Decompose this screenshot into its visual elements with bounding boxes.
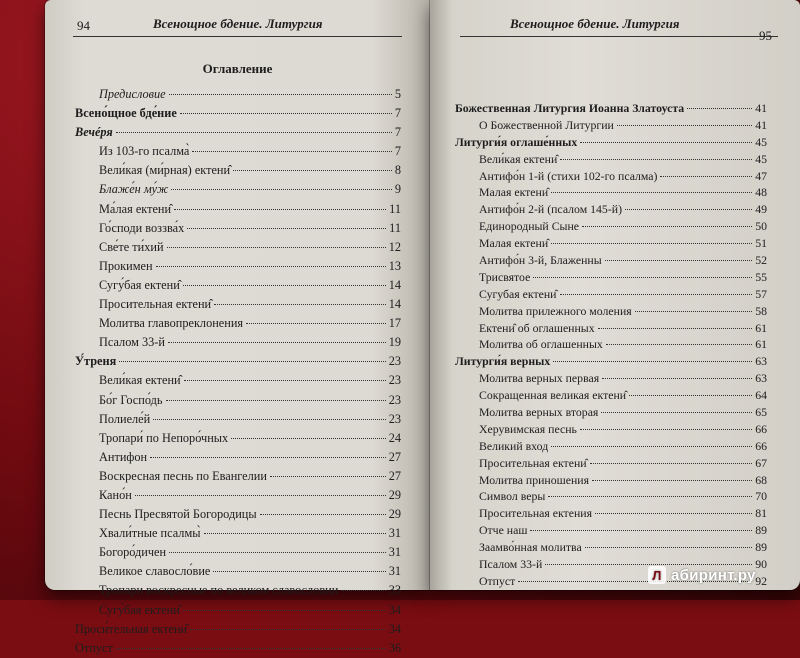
- right-toc-list: [455, 100, 767, 590]
- dot-leader: [187, 227, 386, 229]
- toc-entry-title: Всено́щное бде́ние: [75, 106, 177, 121]
- toc-entry-title: Малая ектени̂: [479, 185, 549, 200]
- toc-entry-title: Вечéря: [75, 125, 113, 140]
- toc-entry-page: 34: [388, 621, 401, 636]
- toc-entry-page: 49: [755, 202, 767, 217]
- dot-leader: [560, 158, 752, 160]
- dot-leader: [606, 343, 752, 345]
- watermark-text: абиринт.ру: [671, 566, 756, 584]
- toc-entry-page: 51: [755, 236, 767, 251]
- toc-entry: [455, 218, 767, 235]
- toc-entry: [455, 303, 767, 320]
- toc-entry: [455, 134, 767, 151]
- toc-entry-title: О Божественной Литургии: [479, 117, 614, 132]
- toc-entry-title: Просительная ектени̂: [479, 455, 587, 470]
- toc-entry: [455, 421, 767, 438]
- toc-entry-page: 50: [755, 219, 767, 234]
- toc-entry-title: Вели́кая ектени̂: [479, 151, 558, 166]
- toc-entry: [455, 100, 767, 117]
- dot-leader: [204, 532, 386, 534]
- dot-leader: [270, 475, 386, 477]
- toc-entry-page: 14: [388, 277, 401, 292]
- toc-entry: [455, 184, 767, 201]
- toc-entry-title: Блаже́н му́ж: [99, 182, 169, 197]
- dot-leader: [190, 628, 386, 630]
- toc-entry-page: 63: [755, 354, 767, 369]
- toc-entry: [75, 104, 401, 123]
- toc-entry-page: 31: [388, 545, 401, 560]
- toc-entry-page: 31: [388, 526, 401, 541]
- toc-entry-title: Божественная Литургия Иоанна Златоуста: [455, 101, 685, 115]
- dot-leader: [687, 107, 752, 109]
- dot-leader: [598, 327, 753, 329]
- dot-leader: [580, 428, 752, 430]
- toc-entry: [455, 269, 767, 286]
- toc-entry-page: 66: [755, 438, 767, 453]
- dot-leader: [180, 112, 392, 114]
- dot-leader: [580, 141, 752, 143]
- toc-entry: [75, 467, 401, 486]
- toc-entry: [75, 219, 401, 238]
- toc-entry-page: 27: [388, 468, 401, 483]
- toc-entry: [75, 161, 401, 180]
- toc-entry-title: Тропари́ по Непоро́чных: [99, 430, 229, 445]
- toc-entry-page: 41: [755, 101, 767, 115]
- toc-entry-page: 31: [388, 564, 401, 579]
- toc-entry: [75, 295, 401, 314]
- toc-entry-page: 89: [755, 523, 767, 538]
- toc-entry-title: Молитва прилежного моления: [479, 303, 632, 318]
- toc-entry-page: 17: [388, 316, 401, 331]
- toc-entry: [75, 581, 401, 600]
- toc-entry-title: Трисвятое: [479, 269, 531, 284]
- toc-entry: [455, 336, 767, 353]
- dot-leader: [184, 379, 386, 381]
- toc-entry-page: 33: [388, 583, 401, 598]
- toc-entry: [75, 123, 401, 142]
- toc-entry-page: 23: [388, 354, 401, 369]
- toc-entry-page: 24: [388, 430, 401, 445]
- toc-entry-title: Прокимен: [99, 258, 153, 273]
- dot-leader: [533, 276, 752, 278]
- toc-entry-title: Антифо́н 2-й (псалом 145-й): [479, 202, 622, 217]
- left-toc-list: [75, 85, 401, 658]
- toc-entry-title: Сугу́бая ектени̂: [99, 602, 180, 617]
- toc-entry-page: 55: [755, 269, 767, 284]
- toc-entry-title: Воскресная песнь по Евангелии: [99, 468, 267, 483]
- toc-entry-page: 29: [388, 507, 401, 522]
- dot-leader: [530, 529, 752, 531]
- dot-leader: [551, 191, 752, 193]
- toc-entry-title: Ектени̂ об оглашенных: [479, 320, 595, 335]
- toc-entry-title: Малая ектени̂: [479, 236, 549, 251]
- toc-entry-title: Заамво́нная молитва: [479, 540, 582, 555]
- right-running-title: Всенощное бдение. Литургия: [510, 16, 680, 31]
- dot-leader: [560, 293, 753, 295]
- dot-leader: [119, 360, 385, 362]
- toc-entry: [455, 353, 767, 370]
- left-page-header: [73, 14, 402, 37]
- toc-entry: [455, 488, 767, 505]
- dot-leader: [153, 418, 385, 420]
- dot-leader: [169, 93, 392, 95]
- toc-entry-page: 61: [755, 320, 767, 335]
- toc-entry-page: 45: [755, 151, 767, 166]
- toc-entry-title: Молитва приношения: [479, 472, 590, 487]
- toc-entry: [455, 472, 767, 489]
- toc-entry-page: 57: [755, 286, 767, 301]
- toc-entry: [455, 522, 767, 539]
- toc-entry: [455, 539, 767, 556]
- toc-entry-page: 65: [755, 405, 767, 420]
- toc-entry-title: Вели́кая ектени̂: [99, 373, 181, 388]
- toc-entry: [75, 448, 401, 467]
- toc-entry-page: 67: [755, 455, 767, 470]
- toc-entry-page: 64: [755, 388, 767, 403]
- toc-entry: [75, 543, 401, 562]
- dot-leader: [602, 377, 752, 379]
- toc-entry-title: Све́те ти́хий: [99, 239, 164, 254]
- toc-entry: [75, 562, 401, 581]
- dot-leader: [169, 551, 386, 553]
- dot-leader: [553, 360, 752, 362]
- dot-leader: [246, 322, 386, 324]
- toc-entry-title: Го́споди воззва́х: [99, 220, 185, 235]
- dot-leader: [183, 609, 386, 611]
- toc-entry: [455, 235, 767, 252]
- toc-entry-page: 61: [755, 337, 767, 352]
- toc-entry: [75, 180, 401, 199]
- toc-entry: [75, 371, 401, 390]
- toc-entry: [75, 238, 401, 257]
- toc-entry: [455, 320, 767, 337]
- toc-entry-title: Отпуст: [75, 640, 113, 655]
- toc-entry-page: 52: [755, 253, 767, 268]
- toc-entry-title: Предисловие: [99, 87, 166, 101]
- dot-leader: [635, 310, 753, 312]
- toc-entry-page: 23: [388, 392, 401, 407]
- toc-entry-page: 19: [388, 335, 401, 350]
- dot-leader: [341, 589, 385, 591]
- toc-entry-title: Сугубая ектени̂: [479, 286, 557, 301]
- toc-entry-page: 11: [389, 201, 401, 216]
- toc-entry-page: 7: [394, 125, 401, 140]
- dot-leader: [601, 411, 752, 413]
- dot-leader: [156, 265, 386, 267]
- labirint-logo-icon: Л: [648, 566, 666, 584]
- toc-entry-title: Просительная ектения: [479, 506, 592, 521]
- toc-entry-page: 92: [755, 573, 767, 588]
- toc-entry-page: 81: [755, 506, 767, 521]
- toc-entry: [75, 410, 401, 429]
- toc-entry: [75, 391, 401, 410]
- toc-entry-title: Антифо́н 3-й, Блаженны: [479, 253, 602, 268]
- dot-leader: [592, 479, 752, 481]
- toc-entry-page: 47: [755, 168, 767, 183]
- toc-entry-page: 41: [755, 117, 767, 132]
- toc-entry-title: Сокращенная великая ектени̂: [479, 388, 627, 403]
- toc-entry-page: 45: [755, 134, 767, 149]
- toc-entry: [455, 168, 767, 185]
- toc-entry: [455, 404, 767, 421]
- dot-leader: [171, 188, 392, 190]
- toc-entry-page: 36: [388, 640, 401, 655]
- dot-leader: [660, 175, 752, 177]
- toc-entry-title: Великое славосло́вие: [99, 564, 211, 579]
- toc-entry: [75, 257, 401, 276]
- open-book: [20, 0, 800, 655]
- dot-leader: [582, 225, 752, 227]
- toc-entry: [75, 142, 401, 161]
- toc-entry: [75, 524, 401, 543]
- toc-entry-page: 14: [388, 297, 401, 312]
- toc-entry-title: Великий вход: [479, 438, 549, 453]
- dot-leader: [213, 570, 385, 572]
- toc-entry-page: 34: [388, 602, 401, 617]
- dot-leader: [629, 394, 752, 396]
- toc-entry-title: Кано́н: [99, 487, 132, 502]
- toc-entry-page: 29: [388, 487, 401, 502]
- left-page: [45, 0, 430, 655]
- toc-entry-page: 5: [394, 87, 401, 101]
- dot-leader: [166, 399, 386, 401]
- toc-entry: [75, 314, 401, 333]
- toc-entry-page: 7: [394, 144, 401, 159]
- toc-entry: [75, 333, 401, 352]
- toc-entry-title: Хвали́тные псалмы̀: [99, 526, 201, 541]
- left-running-title: Всенощное бдение. Литургия: [153, 16, 323, 31]
- dot-leader: [548, 495, 752, 497]
- toc-entry-title: Вели́кая (ми́рная) ектени̂: [99, 163, 231, 178]
- toc-entry-title: Молитва об оглашенных: [479, 337, 603, 352]
- toc-entry-title: Антифо́н 1-й (стихи 102-го псалма): [479, 168, 658, 183]
- toc-entry-title: Символ веры: [479, 489, 546, 504]
- toc-entry: [455, 151, 767, 168]
- toc-entry-title: Полиеле́й: [99, 411, 151, 426]
- dot-leader: [167, 246, 386, 248]
- toc-entry: [455, 455, 767, 472]
- toc-entry-page: 27: [388, 449, 401, 464]
- toc-entry-title: Из 103-го псалма̀: [99, 144, 190, 159]
- dot-leader: [183, 284, 386, 286]
- toc-entry-page: 66: [755, 421, 767, 436]
- toc-entry: [75, 486, 401, 505]
- watermark: [648, 566, 756, 584]
- toc-entry-page: 70: [755, 489, 767, 504]
- toc-heading: Оглавление: [202, 61, 273, 76]
- toc-entry-title: Просительная ектени̂: [99, 297, 212, 312]
- dot-leader: [116, 131, 392, 133]
- dot-leader: [233, 169, 392, 171]
- left-page-number: 94: [77, 18, 90, 33]
- toc-entry-title: Богоро́дичен: [99, 545, 167, 560]
- toc-entry-title: Молитва главопреклонения: [99, 316, 244, 331]
- dot-leader: [150, 456, 386, 458]
- toc-entry-page: 58: [755, 303, 767, 318]
- dot-leader: [116, 647, 386, 649]
- dot-leader: [590, 462, 753, 464]
- toc-entry-page: 63: [755, 371, 767, 386]
- dot-leader: [168, 341, 386, 343]
- right-page-number: 95: [759, 28, 772, 43]
- toc-entry-title: Тропари воскресные по великом славословии: [99, 583, 339, 598]
- toc-entry-page: 11: [389, 220, 401, 235]
- toc-entry-title: Ма́лая ектени̂: [99, 201, 172, 216]
- toc-entry-title: Молитва верных вторая: [479, 405, 599, 420]
- toc-entry: [455, 387, 767, 404]
- toc-entry-title: У́треня: [75, 354, 117, 369]
- toc-entry-title: Литурги́я оглаше́нных: [455, 134, 578, 149]
- toc-entry: [75, 429, 401, 448]
- dot-leader: [605, 259, 753, 261]
- toc-entry-page: 12: [388, 239, 401, 254]
- toc-entry-page: 23: [388, 373, 401, 388]
- dot-leader: [231, 437, 385, 439]
- toc-entry: [455, 505, 767, 522]
- toc-entry-page: 13: [388, 258, 401, 273]
- toc-entry: [75, 352, 401, 371]
- toc-entry: [455, 286, 767, 303]
- toc-entry-title: Псалом 33-й: [479, 557, 543, 572]
- toc-entry: [75, 200, 401, 219]
- toc-entry-title: Литурги́я верных: [455, 354, 551, 369]
- toc-entry-title: Сугу́бая ектени̂: [99, 277, 180, 292]
- toc-entry: [455, 252, 767, 269]
- toc-entry-title: Единородный Сыне: [479, 219, 580, 234]
- dot-leader: [551, 242, 752, 244]
- toc-entry: [75, 85, 401, 104]
- toc-entry-title: Антифон: [99, 449, 148, 464]
- toc-entry-title: Молитва верных первая: [479, 371, 600, 386]
- toc-entry-page: 23: [388, 411, 401, 426]
- toc-entry-title: Отпуст: [479, 573, 516, 588]
- toc-entry: [75, 276, 401, 295]
- toc-entry: [75, 601, 401, 620]
- toc-entry-page: 9: [394, 182, 401, 197]
- toc-entry-title: Песнь Пресвятой Богородицы: [99, 507, 257, 522]
- toc-entry-title: Отче наш: [479, 523, 528, 538]
- toc-entry-title: Псалом 33-й: [99, 335, 165, 350]
- toc-entry-page: 89: [755, 540, 767, 555]
- dot-leader: [192, 150, 391, 152]
- toc-entry: [455, 201, 767, 218]
- toc-entry-page: 90: [755, 557, 767, 572]
- toc-entry-title: Бо́г Госпо́дь: [99, 392, 163, 407]
- toc-entry: [75, 505, 401, 524]
- toc-entry: [455, 370, 767, 387]
- dot-leader: [174, 208, 386, 210]
- toc-entry-page: 7: [394, 106, 401, 121]
- toc-entry: [455, 117, 767, 134]
- dot-leader: [625, 208, 752, 210]
- dot-leader: [617, 124, 752, 126]
- toc-entry-title: Херувимская песнь: [479, 421, 577, 436]
- dot-leader: [545, 563, 752, 565]
- dot-leader: [585, 546, 753, 548]
- dot-leader: [595, 512, 752, 514]
- toc-entry: [75, 620, 401, 639]
- right-page: [430, 0, 800, 590]
- dot-leader: [260, 513, 386, 515]
- toc-entry-page: 8: [394, 163, 401, 178]
- right-page-header: [460, 14, 778, 43]
- dot-leader: [135, 494, 386, 496]
- toc-entry-page: 48: [755, 185, 767, 200]
- dot-leader: [551, 445, 752, 447]
- dot-leader: [214, 303, 386, 305]
- toc-entry: [75, 639, 401, 658]
- toc-entry-page: 68: [755, 472, 767, 487]
- toc-entry-title: Проси́тельная ектени̂: [75, 621, 188, 636]
- toc-entry: [455, 438, 767, 455]
